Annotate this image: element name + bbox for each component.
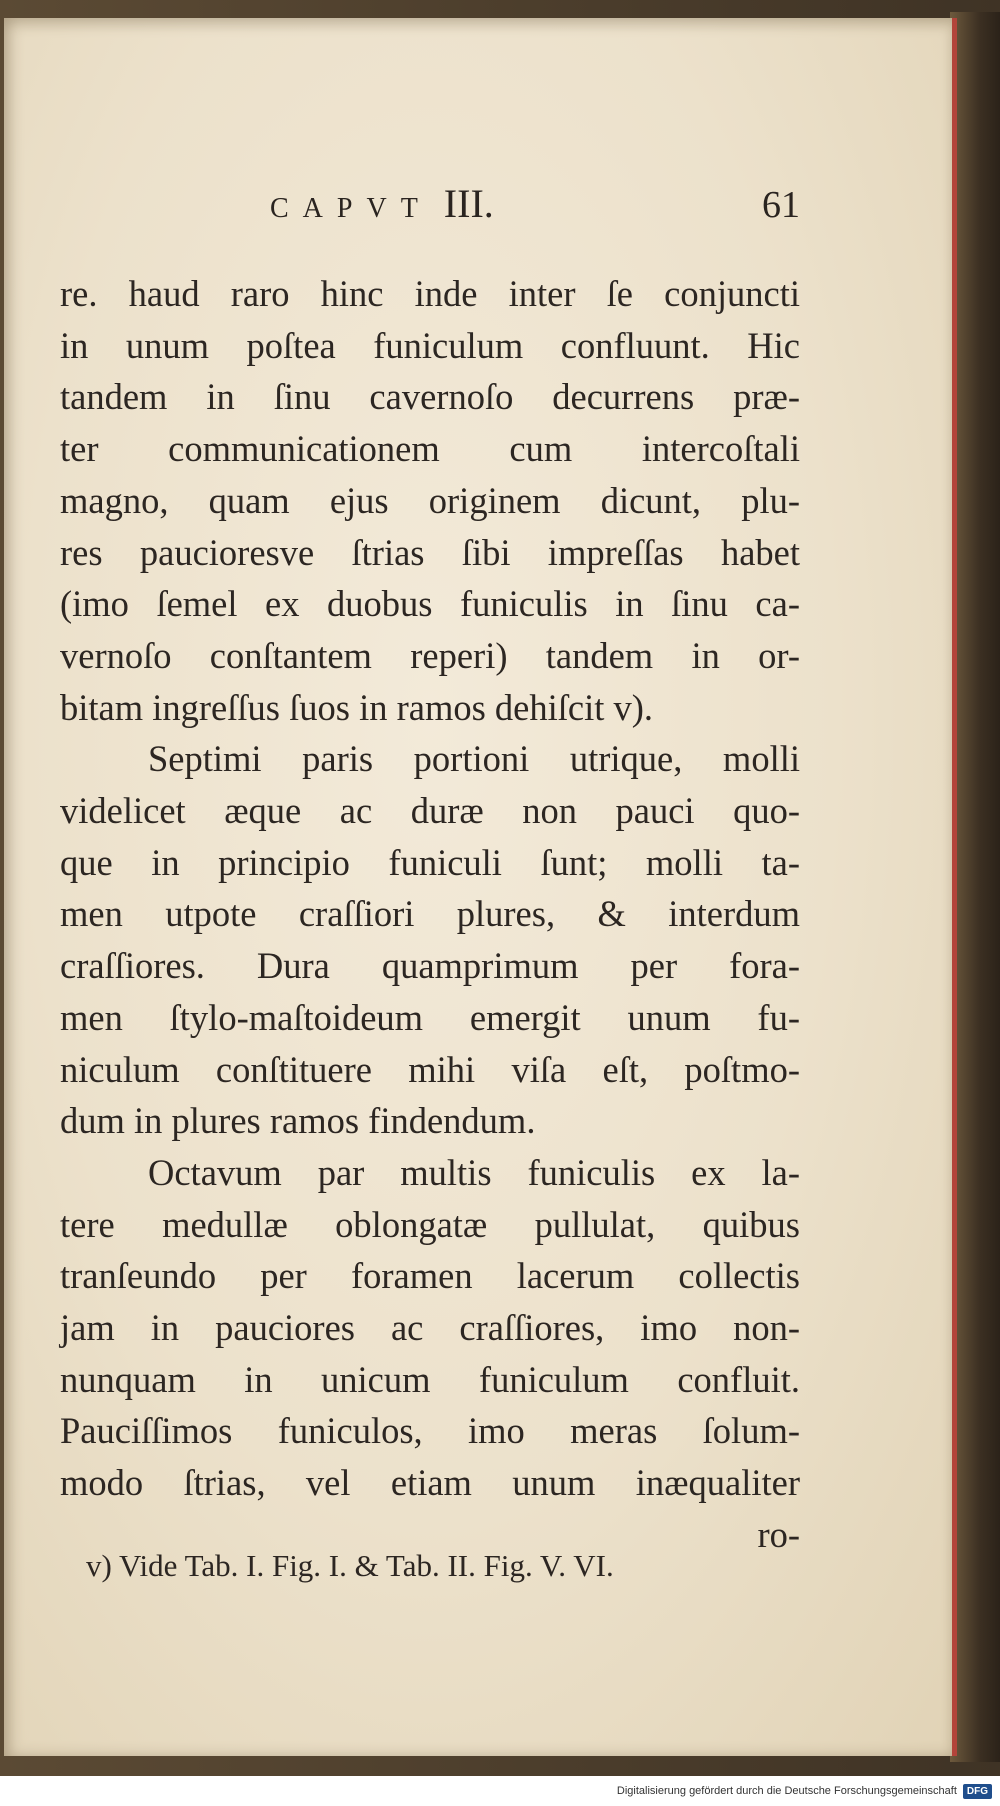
text-line: videlicet æque ac duræ non pauci quo- — [60, 790, 800, 832]
text-line: craſſiores. Dura quamprimum per fora- — [60, 945, 800, 987]
text-line: men utpote craſſiori plures, & interdum — [60, 893, 800, 935]
footnote: v) Vide Tab. I. Fig. I. & Tab. II. Fig. V. VI. — [86, 1548, 614, 1583]
text-line: ter communicationem cum intercoſtali — [60, 428, 800, 470]
text-line: (imo ſemel ex duobus funiculis in ſinu ca- — [60, 583, 800, 625]
funding-credit: Digitalisierung gefördert durch die Deutsche Forschungsgemeinschaft — [616, 1785, 957, 1797]
text-line: vernoſo conſtantem reperi) tandem in or- — [60, 634, 800, 676]
chapter-numeral: III. — [443, 181, 494, 226]
text-line: Octavum par multis funiculis ex la- — [148, 1151, 800, 1193]
digitization-credit-bar — [0, 1776, 1000, 1806]
text-line: magno, quam ejus originem dicunt, plu- — [60, 479, 800, 521]
text-line: res paucioresve ſtrias ſibi impreſſas habet — [60, 531, 800, 573]
text-line: re. haud raro hinc inde inter ſe conjuncti — [60, 273, 800, 314]
dfg-logo: DFG — [963, 1784, 992, 1799]
text-line: bitam ingreſſus ſuos in ramos dehiſcit v). — [60, 686, 654, 728]
text-line: niculum conſtituere mihi viſa eſt, poſtmo- — [60, 1048, 800, 1090]
text-line: tere medullæ oblongatæ pullulat, quibus — [60, 1203, 800, 1245]
chapter-title: CAPVT — [270, 193, 432, 224]
text-line: in unum poſtea funiculum confluunt. Hic — [60, 324, 800, 366]
body-text — [60, 268, 800, 1561]
text-line: tranſeundo per foramen lacerum collectis — [60, 1255, 800, 1297]
book-cover-edge — [950, 12, 1000, 1762]
text-line: Septimi paris portioni utrique, molli — [148, 738, 800, 780]
text-line: modo ſtrias, vel etiam unum inæqualiter — [60, 1462, 800, 1504]
text-line: dum in plures ramos findendum. — [60, 1100, 536, 1142]
text-line: que in principio funiculi ſunt; molli ta- — [60, 841, 800, 883]
text-line: Pauciſſimos funiculos, imo meras ſolum- — [60, 1410, 800, 1452]
text-line: nunquam in unicum funiculum confluit. — [60, 1358, 800, 1400]
text-line: men ſtylo-maſtoideum emergit unum fu- — [60, 996, 800, 1038]
page-number: 61 — [762, 184, 800, 226]
running-head — [270, 180, 800, 240]
text-line: tandem in ſinu cavernoſo decurrens præ- — [60, 376, 800, 418]
text-line: jam in pauciores ac craſſiores, imo non- — [60, 1307, 800, 1349]
text-line: ro- — [757, 1513, 800, 1555]
